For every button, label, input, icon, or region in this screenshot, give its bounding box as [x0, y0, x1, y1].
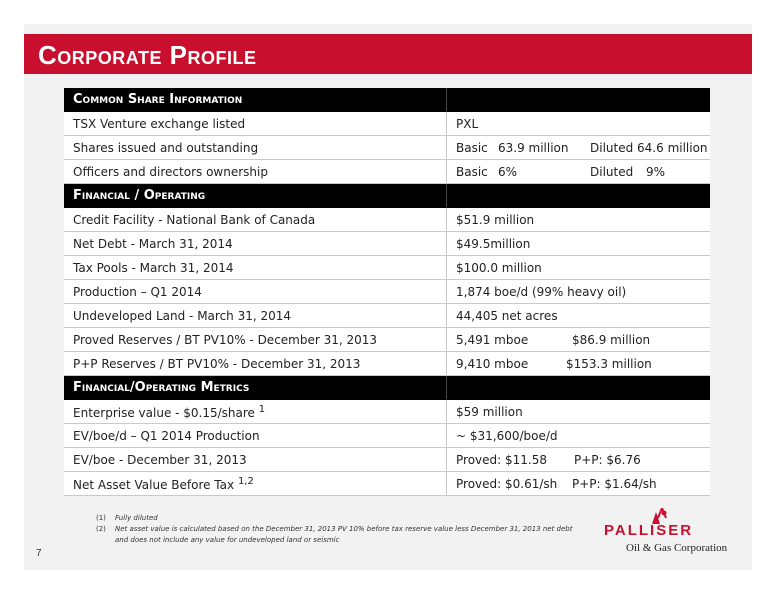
- row-value: [447, 232, 711, 256]
- row-value: [447, 280, 711, 304]
- row-value: [447, 256, 711, 280]
- table-row: [64, 256, 710, 280]
- table-row: [64, 160, 710, 184]
- value-text: P+P: $1.64/sh: [572, 476, 657, 491]
- row-value: [447, 160, 711, 184]
- value-text: $86.9 million: [572, 332, 651, 347]
- table-row: [64, 400, 710, 424]
- row-value: [447, 424, 711, 448]
- table-row: [64, 424, 710, 448]
- table-row: [64, 208, 710, 232]
- row-label: EV/boe/d – Q1 2014 Production: [64, 424, 447, 448]
- row-value: [447, 352, 711, 376]
- value-text: 5,491 mboe: [456, 332, 529, 347]
- row-label: [64, 400, 447, 424]
- row-value: [447, 304, 711, 328]
- row-label: Production – Q1 2014: [64, 280, 447, 304]
- value-text: Proved: $11.58: [456, 452, 547, 467]
- row-label: EV/boe - December 31, 2013: [64, 448, 447, 472]
- table-row: [64, 232, 710, 256]
- value-text: Proved: $0.61/sh: [456, 476, 558, 491]
- value-text: Diluted 64.6 million: [590, 140, 708, 155]
- section-header: Common Share Information: [64, 88, 447, 112]
- row-label: Undeveloped Land - March 31, 2014: [64, 304, 447, 328]
- row-value: [447, 328, 711, 352]
- value-text: P+P: $6.76: [574, 452, 641, 467]
- value-text: $51.9 million: [456, 212, 535, 227]
- page-number: 7: [36, 548, 42, 559]
- value-text: 1,874 boe/d (99% heavy oil): [456, 284, 627, 299]
- row-label: Proved Reserves / BT PV10% - December 31, 2013: [64, 328, 447, 352]
- company-logo: [594, 508, 734, 558]
- logo-name: PALLISER: [604, 522, 694, 539]
- footnote: [96, 513, 576, 524]
- footnote-ref: 1: [258, 403, 266, 415]
- section-header: Financial / Operating: [64, 184, 447, 208]
- corporate-profile-table: [64, 88, 710, 496]
- section-header-right: [447, 88, 711, 112]
- value-text: Diluted: [590, 164, 634, 179]
- value-text: PXL: [456, 116, 479, 131]
- row-value: [447, 112, 711, 136]
- table-row: [64, 304, 710, 328]
- label-text: Enterprise value - $0.15/share: [73, 405, 255, 420]
- value-text: $59 million: [456, 404, 523, 419]
- footnote: [96, 524, 576, 546]
- footnote-text: Net asset value is calculated based on the December 31, 2013 PV 10% before tax reserve value less December 31, 2013 net debt and does not include any value for undeveloped land or seismic: [115, 525, 573, 544]
- footnote-number: (2): [96, 525, 106, 533]
- row-label: [64, 472, 447, 496]
- row-label: P+P Reserves / BT PV10% - December 31, 2013: [64, 352, 447, 376]
- value-text: 44,405 net acres: [456, 308, 558, 323]
- value-text: $49.5million: [456, 236, 531, 251]
- value-text: 63.9 million: [498, 140, 569, 155]
- table-row: [64, 328, 710, 352]
- table-row: [64, 136, 710, 160]
- row-value: [447, 448, 711, 472]
- page-title: Corporate Profile: [38, 40, 257, 70]
- logo-subtitle: Oil & Gas Corporation: [626, 542, 728, 554]
- value-text: $100.0 million: [456, 260, 542, 275]
- footnotes: [96, 513, 576, 546]
- row-label: Net Debt - March 31, 2014: [64, 232, 447, 256]
- value-text: 6%: [498, 164, 518, 179]
- section-header-row: [64, 184, 710, 208]
- table-row: [64, 112, 710, 136]
- table-row: [64, 448, 710, 472]
- section-header-row: [64, 376, 710, 400]
- table-row: [64, 352, 710, 376]
- value-text: Basic: [456, 164, 488, 179]
- footnote-ref: 1,2: [237, 475, 254, 487]
- value-text: 9,410 mboe: [456, 356, 529, 371]
- footnote-number: (1): [96, 514, 106, 522]
- row-label: Shares issued and outstanding: [64, 136, 447, 160]
- row-value: [447, 400, 711, 424]
- section-header-right: [447, 376, 711, 400]
- table-row: [64, 472, 710, 496]
- row-label: Credit Facility - National Bank of Canada: [64, 208, 447, 232]
- value-text: 9%: [646, 164, 666, 179]
- section-header-right: [447, 184, 711, 208]
- row-value: [447, 136, 711, 160]
- value-text: ~ $31,600/boe/d: [456, 428, 558, 443]
- row-value: [447, 472, 711, 496]
- value-text: Basic: [456, 140, 488, 155]
- footnote-text: Fully diluted: [115, 514, 158, 522]
- row-label: TSX Venture exchange listed: [64, 112, 447, 136]
- label-text: Net Asset Value Before Tax: [73, 477, 235, 492]
- row-value: [447, 208, 711, 232]
- value-text: $153.3 million: [566, 356, 652, 371]
- section-header-row: [64, 88, 710, 112]
- row-label: Tax Pools - March 31, 2014: [64, 256, 447, 280]
- table-row: [64, 280, 710, 304]
- row-label: Officers and directors ownership: [64, 160, 447, 184]
- section-header: Financial/Operating Metrics: [64, 376, 447, 400]
